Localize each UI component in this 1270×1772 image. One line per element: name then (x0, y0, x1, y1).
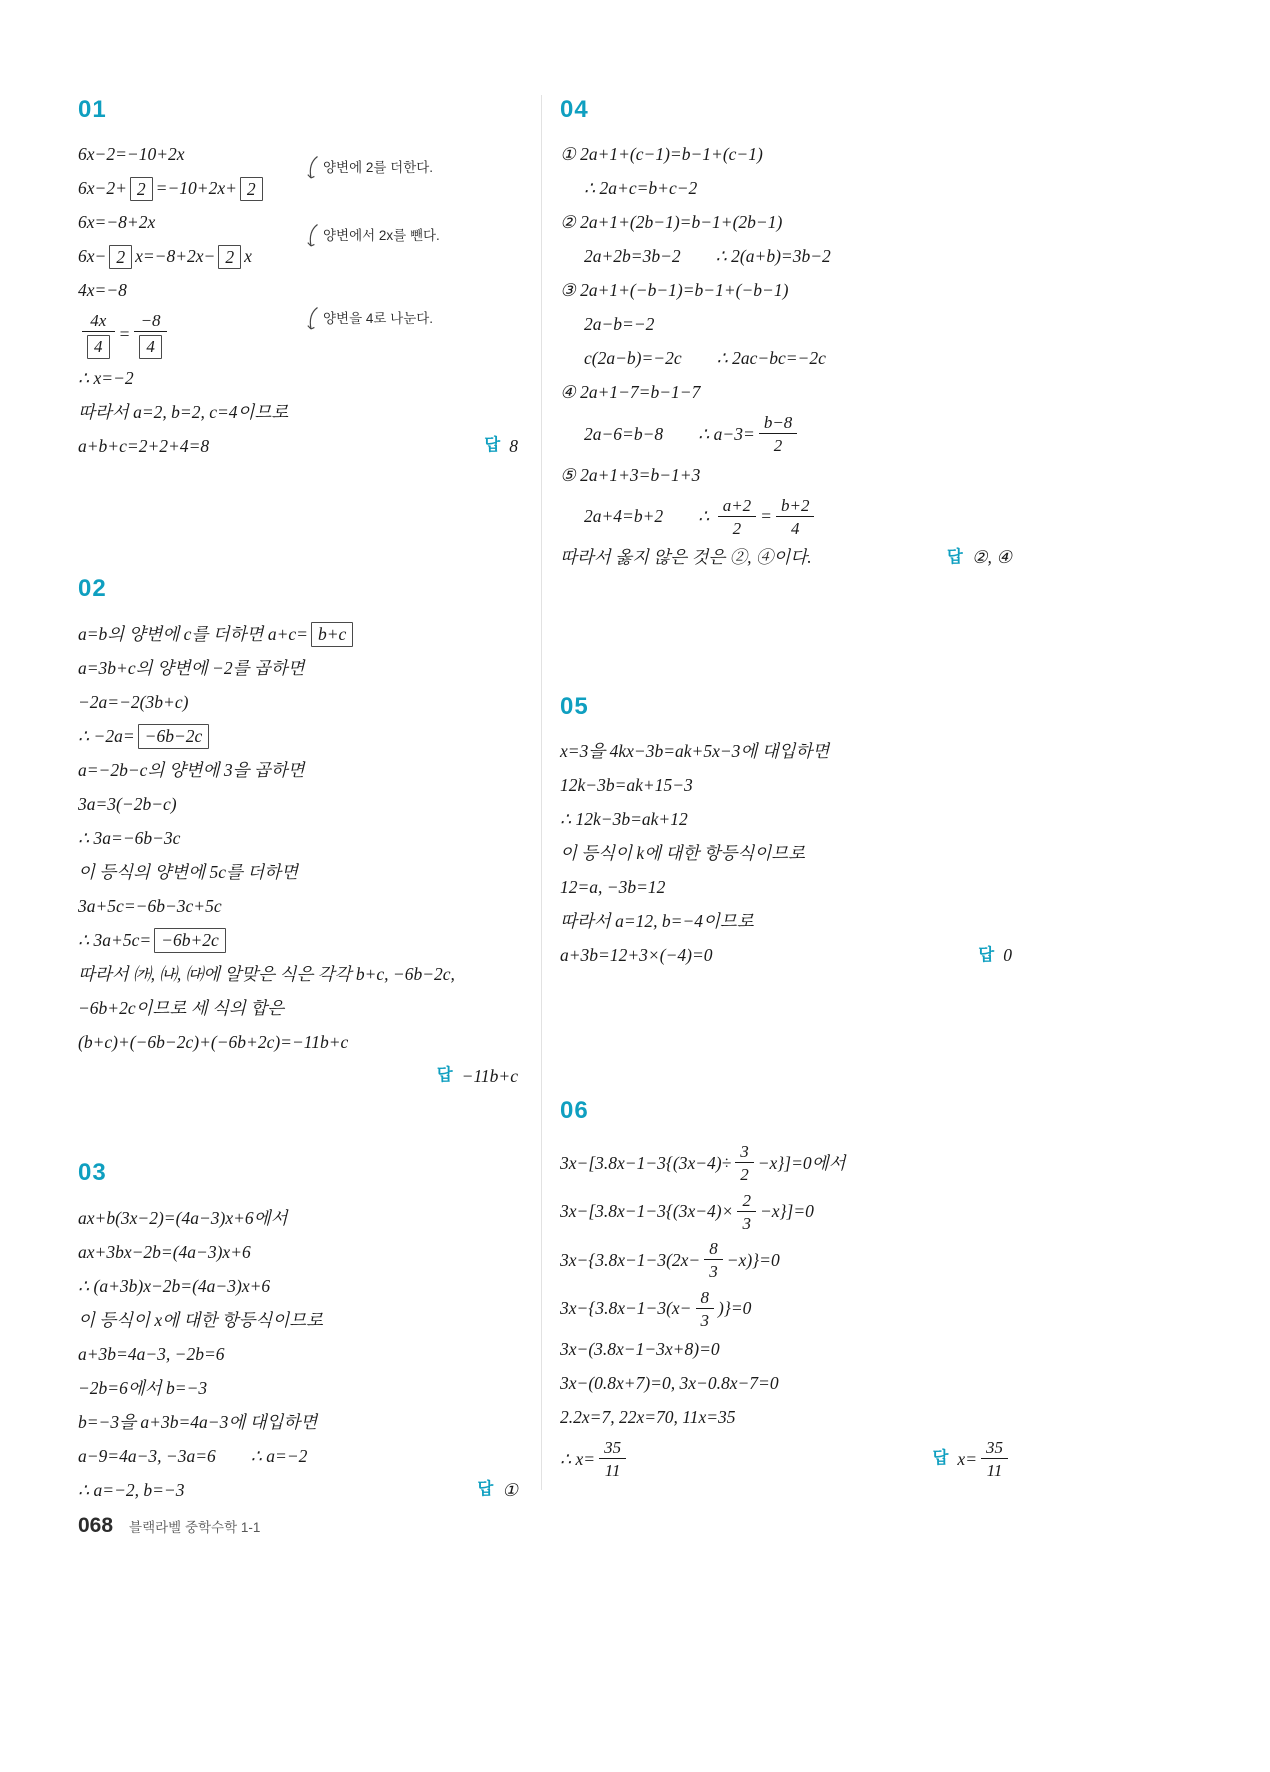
math-text: ∴ (a+3b)x−2b=(4a−3)x+6 (78, 1275, 271, 1296)
math-text: b=−3을 a+3b=4a−3에 대입하면 (78, 1411, 318, 1432)
expression (78, 308, 171, 361)
expression (560, 841, 805, 866)
expression (78, 1478, 185, 1503)
math-text: ∴ −2a= (78, 725, 135, 746)
expression (78, 142, 185, 167)
answer (470, 434, 518, 459)
fraction-denominator: 2 (732, 518, 742, 538)
expression (78, 894, 222, 919)
math-text: 2a+2b=3b−2 ∴ 2(a+b)=3b−2 (584, 246, 831, 267)
math-line (78, 138, 518, 172)
expression (560, 1371, 779, 1396)
math-text: a=−2b−c의 양변에 3을 곱하면 (78, 759, 305, 780)
right-column (560, 96, 1012, 1484)
math-text: a+3b=4a−3, −2b=6 (78, 1343, 225, 1364)
math-text: x=3을 4kx−3b=ak+5x−3에 대입하면 (560, 741, 830, 762)
math-text: ∴ 3a+5c= (78, 929, 152, 950)
math-text: ∴ a=−2, b=−3 (78, 1479, 185, 1500)
expression (78, 1274, 270, 1299)
math-line (78, 1269, 518, 1303)
math-line (560, 410, 1012, 459)
math-text: −x}]=0에서 (757, 1152, 846, 1173)
boxed-term: 2 (109, 245, 132, 270)
math-line (78, 855, 518, 889)
math-line (78, 1235, 518, 1269)
expression (560, 943, 713, 968)
fraction (134, 310, 167, 359)
math-line (560, 274, 1012, 308)
expression (78, 1030, 348, 1055)
answer-value (972, 545, 1012, 570)
fraction (735, 1141, 754, 1186)
math-text: =−10+2x+ (155, 178, 237, 199)
math-line (78, 1473, 518, 1507)
boxed-term: b+c (311, 622, 353, 647)
expression (560, 909, 754, 934)
expression (560, 380, 700, 405)
math-text: ③ 2a+1+(−b−1)=b−1+(−b−1) (560, 280, 789, 301)
math-line (560, 769, 1012, 803)
expression (78, 1240, 251, 1265)
math-line (560, 493, 1012, 542)
footer (78, 1514, 260, 1538)
expression (584, 176, 697, 201)
expression (78, 860, 298, 885)
math-line (78, 160, 518, 206)
math-text: 이 등식이 x에 대한 항등식이므로 (78, 1309, 324, 1330)
fraction-numerator: 8 (696, 1287, 715, 1309)
math-line (560, 1285, 1012, 1334)
fraction (759, 412, 797, 457)
math-text: 이 등식의 양변에 5c를 더하면 (78, 861, 298, 882)
math-text: −2b=6에서 b=−3 (78, 1377, 208, 1398)
expression (78, 690, 188, 715)
math-text: 2a−b=−2 (584, 314, 655, 335)
fraction (718, 495, 756, 540)
curve-arrow-icon (306, 155, 319, 181)
problem-number: 04 (560, 96, 589, 123)
problem-section (78, 96, 518, 463)
math-text: 따라서 ㈎, ㈏, ㈐에 알맞은 식은 각각 b+c, −6b−2c, (78, 963, 455, 984)
boxed-term: −6b−2c (138, 724, 210, 749)
math-text: a=b의 양변에 c를 더하면 a+c= (78, 623, 308, 644)
math-text: 3x−{3.8x−1−3(x− (560, 1298, 692, 1319)
math-text: 6x−2=−10+2x (78, 144, 185, 165)
boxed-term: −6b+2c (154, 928, 226, 953)
math-line (560, 459, 1012, 493)
math-text: 3x−{3.8x−1−3(2x− (560, 1249, 701, 1270)
expression (78, 366, 134, 391)
math-text: 2a+4=b+2 ∴ (584, 506, 714, 527)
expression (584, 493, 818, 542)
fraction (704, 1238, 723, 1283)
math-text: −x)}=0 (726, 1249, 780, 1270)
math-line (560, 1367, 1012, 1401)
side-note (306, 223, 440, 249)
fraction-numerator: 35 (599, 1437, 626, 1459)
answer-label: 답 (484, 436, 501, 455)
fraction-denominator: 3 (700, 1310, 709, 1330)
math-line (78, 228, 518, 274)
expression (584, 244, 831, 269)
fraction (696, 1287, 715, 1332)
math-text: 12k−3b=ak+15−3 (560, 775, 693, 796)
math-line (560, 735, 1012, 769)
math-text: 4x=−8 (78, 280, 127, 301)
math-text: ② 2a+1+(2b−1)=b−1+(2b−1) (560, 212, 783, 233)
math-line (78, 719, 518, 753)
answer (463, 1478, 518, 1503)
fraction-numerator: a+2 (718, 495, 756, 517)
math-text: 3x−(3.8x−1−3x+8)=0 (560, 1339, 720, 1360)
math-text: x (244, 246, 252, 267)
math-line (560, 1188, 1012, 1237)
math-text: 0 (1003, 945, 1012, 966)
answer-value (1003, 943, 1012, 968)
math-text: ∴ x= (560, 1448, 596, 1469)
math-text: ②, ④ (971, 547, 1012, 568)
math-line (560, 172, 1012, 206)
math-line (560, 240, 1012, 274)
curve-arrow-icon (306, 306, 319, 332)
fraction-denominator: 4 (790, 518, 800, 538)
math-line (78, 889, 518, 923)
answer-label: 답 (946, 548, 963, 567)
math-line (560, 905, 1012, 939)
fraction-denominator: 3 (709, 1262, 718, 1282)
answer-label: 답 (978, 946, 995, 965)
math-text: 3x−[3.8x−1−3{(3x−4)÷ (560, 1152, 732, 1173)
book-title: 블랙라벨 중학수학 1-1 (129, 1520, 261, 1535)
fraction-numerator: 35 (981, 1437, 1008, 1459)
math-text: 2a−6=b−8 ∴ a−3= (584, 423, 755, 444)
fraction-denominator (134, 332, 167, 359)
math-text: 따라서 옳지 않은 것은 ②, ④이다. (560, 547, 812, 568)
math-line (78, 395, 518, 429)
side-note (306, 155, 433, 181)
problem-number: 02 (78, 575, 107, 603)
answer-label: 답 (477, 1480, 494, 1499)
expression (78, 758, 305, 783)
expression (78, 1444, 307, 1469)
math-line (560, 803, 1012, 837)
math-line (78, 957, 518, 991)
answer (918, 1435, 1012, 1484)
math-line (78, 429, 518, 463)
math-text: −2a=−2(3b+c) (78, 691, 189, 712)
math-text: 따라서 a=12, b=−4이므로 (560, 911, 754, 932)
problem-section (78, 575, 518, 1093)
fraction-denominator: 2 (740, 1165, 749, 1185)
fraction-numerator: 4x (82, 310, 115, 332)
expression (78, 928, 229, 953)
expression (78, 1410, 317, 1435)
math-line (78, 617, 518, 651)
boxed-term: 4 (139, 335, 162, 359)
expression (560, 278, 788, 303)
expression (78, 1376, 207, 1401)
math-text: a=3b+c의 양변에 −2를 곱하면 (78, 657, 305, 678)
math-text: ④ 2a+1−7=b−1−7 (560, 382, 701, 403)
expression (560, 875, 665, 900)
expression (560, 1236, 780, 1285)
math-line (560, 541, 1012, 575)
answer (933, 545, 1012, 570)
problem-number: 01 (78, 96, 107, 123)
expression (78, 1308, 323, 1333)
page-number: 068 (78, 1514, 114, 1537)
expression (78, 244, 252, 269)
math-text: = (760, 506, 772, 527)
answer (964, 943, 1012, 968)
math-line (78, 821, 518, 855)
math-line (78, 1405, 518, 1439)
answer-value (509, 434, 518, 459)
expression (560, 773, 693, 798)
math-line (78, 1371, 518, 1405)
expression (78, 400, 288, 425)
math-line (560, 1401, 1012, 1435)
side-note-text: 양변에 2를 더한다. (323, 160, 434, 176)
math-text: x=−8+2x− (135, 246, 216, 267)
math-text: ∴ 12k−3b=ak+12 (560, 809, 688, 830)
problem-section (560, 693, 1012, 973)
math-text: 3x−(0.8x+7)=0, 3x−0.8x−7=0 (560, 1373, 779, 1394)
math-line (560, 1333, 1012, 1367)
math-line (560, 138, 1012, 172)
math-line (78, 1059, 518, 1093)
fraction (82, 310, 115, 359)
math-line (78, 1201, 518, 1235)
math-text: ① (502, 1479, 518, 1500)
problem-number: 03 (78, 1159, 107, 1187)
problem-number: 06 (560, 1097, 589, 1124)
fraction-numerator: −8 (134, 310, 167, 332)
boxed-term: 4 (87, 335, 110, 359)
math-line (78, 1025, 518, 1059)
curve-arrow-icon (306, 223, 319, 249)
math-text: 3a=3(−2b−c) (78, 793, 177, 814)
math-text: = (118, 323, 131, 344)
fraction-numerator: 3 (735, 1141, 754, 1163)
math-line (560, 206, 1012, 240)
side-note (306, 306, 433, 332)
math-text: 따라서 a=2, b=2, c=4이므로 (78, 401, 289, 422)
expression (560, 463, 700, 488)
expression (78, 176, 266, 201)
math-text: ∴ 2a+c=b+c−2 (584, 178, 698, 199)
math-line (78, 651, 518, 685)
expression (584, 410, 801, 459)
math-line (560, 342, 1012, 376)
expression (78, 1342, 225, 1367)
math-line (78, 1439, 518, 1473)
math-text: ∴ 3a=−6b−3c (78, 827, 181, 848)
math-text: ① 2a+1+(c−1)=b−1+(c−1) (560, 144, 763, 165)
expression (78, 278, 127, 303)
expression (78, 724, 212, 749)
side-note-text: 양변을 4로 나눈다. (323, 311, 434, 327)
math-text: −11b+c (461, 1065, 518, 1086)
math-line (560, 837, 1012, 871)
math-line (78, 753, 518, 787)
side-note-text: 양변에서 2x를 뺀다. (323, 228, 440, 244)
math-line (560, 939, 1012, 973)
math-text: c(2a−b)=−2c ∴ 2ac−bc=−2c (584, 348, 826, 369)
math-text: ax+3bx−2b=(4a−3)x+6 (78, 1241, 251, 1262)
expression (78, 434, 209, 459)
math-line (78, 1337, 518, 1371)
problem-section (560, 96, 1012, 575)
expression (560, 210, 782, 235)
fraction (776, 495, 814, 540)
expression (78, 996, 284, 1021)
fraction-numerator: 8 (704, 1238, 723, 1260)
math-line (78, 308, 518, 361)
math-line (560, 1435, 1012, 1484)
math-text: ⑤ 2a+1+3=b−1+3 (560, 464, 701, 485)
math-line (78, 991, 518, 1025)
boxed-term: 2 (240, 177, 263, 202)
expression (560, 1188, 814, 1237)
math-line (560, 1236, 1012, 1285)
fraction-denominator: 2 (773, 436, 783, 456)
answer-label: 답 (436, 1066, 453, 1085)
expression (78, 656, 305, 681)
math-text: 2.2x=7, 22x=70, 11x=35 (560, 1407, 736, 1428)
math-line (560, 871, 1012, 905)
math-line (78, 787, 518, 821)
math-text: a+3b=12+3×(−4)=0 (560, 945, 713, 966)
expression (78, 210, 155, 235)
math-text: a+b+c=2+2+4=8 (78, 435, 210, 456)
expression (584, 312, 654, 337)
math-text: 8 (509, 435, 518, 456)
expression (78, 622, 356, 647)
math-line (560, 376, 1012, 410)
expression (560, 1285, 751, 1334)
fraction (981, 1437, 1008, 1482)
fraction-numerator: b−8 (759, 412, 797, 434)
expression (78, 962, 455, 987)
answer-value (502, 1478, 518, 1503)
fraction (599, 1437, 626, 1482)
math-text: −x}]=0 (759, 1201, 814, 1222)
math-text: ax+b(3x−2)=(4a−3)x+6에서 (78, 1207, 288, 1228)
math-text: 6x−2+ (78, 178, 127, 199)
math-line (78, 206, 518, 240)
fraction-denominator: 11 (986, 1461, 1003, 1481)
math-line (78, 361, 518, 395)
left-column (78, 96, 518, 1507)
math-text: 6x=−8+2x (78, 212, 156, 233)
fraction-denominator: 11 (604, 1461, 621, 1481)
boxed-term: 2 (218, 245, 241, 270)
expression (78, 1206, 287, 1231)
math-text: 3a+5c=−6b−3c+5c (78, 895, 222, 916)
expression (560, 1139, 846, 1188)
math-text: a−9=4a−3, −3a=6 ∴ a=−2 (78, 1445, 308, 1466)
math-text: (b+c)+(−6b−2c)+(−6b+2c)=−11b+c (78, 1031, 349, 1052)
math-text: ∴ x=−2 (78, 367, 134, 388)
boxed-term: 2 (130, 177, 153, 202)
math-text: 이 등식이 k에 대한 항등식이므로 (560, 843, 806, 864)
expression (78, 792, 177, 817)
math-text: 12=a, −3b=12 (560, 877, 666, 898)
expression (560, 807, 688, 832)
column-divider (541, 95, 542, 1490)
expression (560, 142, 763, 167)
problem-section (78, 1159, 518, 1507)
problem-number: 05 (560, 693, 589, 720)
math-line (78, 923, 518, 957)
math-line (560, 308, 1012, 342)
fraction-denominator: 3 (742, 1213, 751, 1233)
expression (560, 739, 829, 764)
expression (560, 1435, 630, 1484)
math-line (78, 685, 518, 719)
math-text: 6x− (78, 246, 107, 267)
math-text: 3x−[3.8x−1−3{(3x−4)× (560, 1201, 734, 1222)
math-line (78, 274, 518, 308)
math-line (560, 1139, 1012, 1188)
fraction-numerator: b+2 (776, 495, 814, 517)
fraction-numerator: 2 (737, 1190, 756, 1212)
math-text: )}=0 (718, 1298, 752, 1319)
answer-value (957, 1435, 1012, 1484)
fraction-denominator (82, 332, 115, 359)
math-text: x= (957, 1448, 977, 1469)
expression (560, 1337, 720, 1362)
answer (423, 1064, 518, 1089)
problem-section (560, 1097, 1012, 1484)
answer-value (462, 1064, 518, 1089)
expression (78, 826, 180, 851)
math-text: −6b+2c이므로 세 식의 합은 (78, 997, 284, 1018)
answer-label: 답 (932, 1449, 949, 1468)
expression (584, 346, 826, 371)
expression (560, 1405, 736, 1430)
fraction (737, 1190, 756, 1235)
expression (560, 545, 812, 570)
math-line (78, 1303, 518, 1337)
